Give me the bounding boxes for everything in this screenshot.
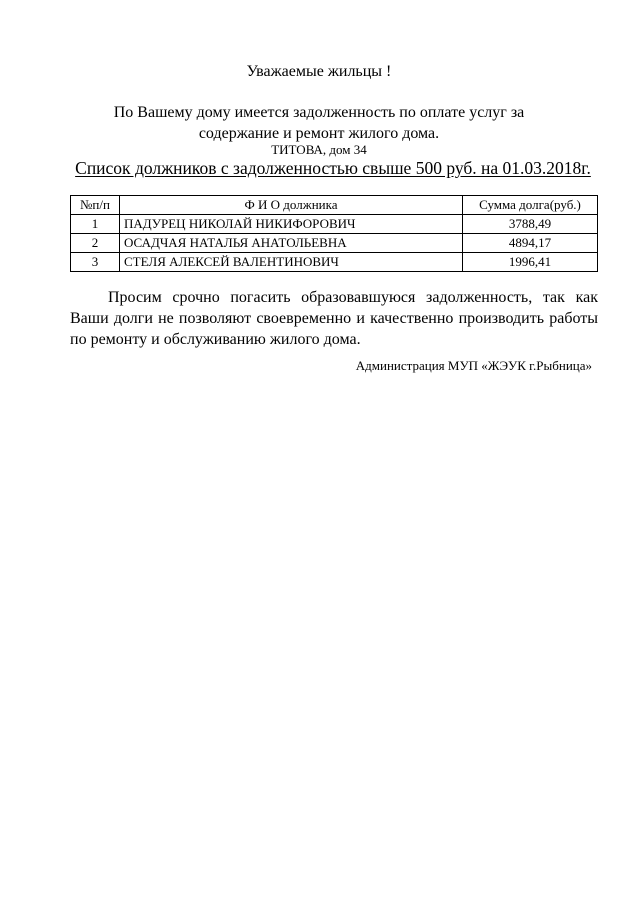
house-address: ТИТОВА, дом 34: [271, 142, 367, 157]
signature: Администрация МУП «ЖЭУК г.Рыбница»: [355, 358, 592, 373]
row-amount: 4894,17: [463, 234, 598, 253]
greeting: Уважаемые жильцы !: [246, 63, 392, 80]
table-row: [71, 234, 598, 253]
row-number: 1: [71, 215, 120, 234]
table-header-row: [71, 196, 598, 215]
header-name: Ф И О должника: [120, 196, 463, 215]
row-amount: 1996,41: [463, 253, 598, 272]
row-number: 2: [71, 234, 120, 253]
header-amount: Сумма долга(руб.): [463, 196, 598, 215]
table-row: [71, 253, 598, 272]
row-name: ОСАДЧАЯ НАТАЛЬЯ АНАТОЛЬЕВНА: [120, 234, 463, 253]
request-paragraph: Просим срочно погасить образовавшуюся задолженность, так как Ваши долги не позволяют своевременно и качественно производить работы по ремонту и обслуживанию жилого дома.: [70, 289, 598, 348]
row-number: 3: [71, 253, 120, 272]
debtors-list-title: Список должников с задолженностью свыше 500 руб. на 01.03.2018г.: [75, 158, 591, 178]
row-name: СТЕЛЯ АЛЕКСЕЙ ВАЛЕНТИНОВИЧ: [120, 253, 463, 272]
header-number: №п/п: [71, 196, 120, 215]
debtors-table: [70, 195, 598, 272]
intro-text: По Вашему дому имеется задолженность по оплате услуг за содержание и ремонт жилого дома.: [113, 104, 525, 142]
row-amount: 3788,49: [463, 215, 598, 234]
row-name: ПАДУРЕЦ НИКОЛАЙ НИКИФОРОВИЧ: [120, 215, 463, 234]
table-row: [71, 215, 598, 234]
